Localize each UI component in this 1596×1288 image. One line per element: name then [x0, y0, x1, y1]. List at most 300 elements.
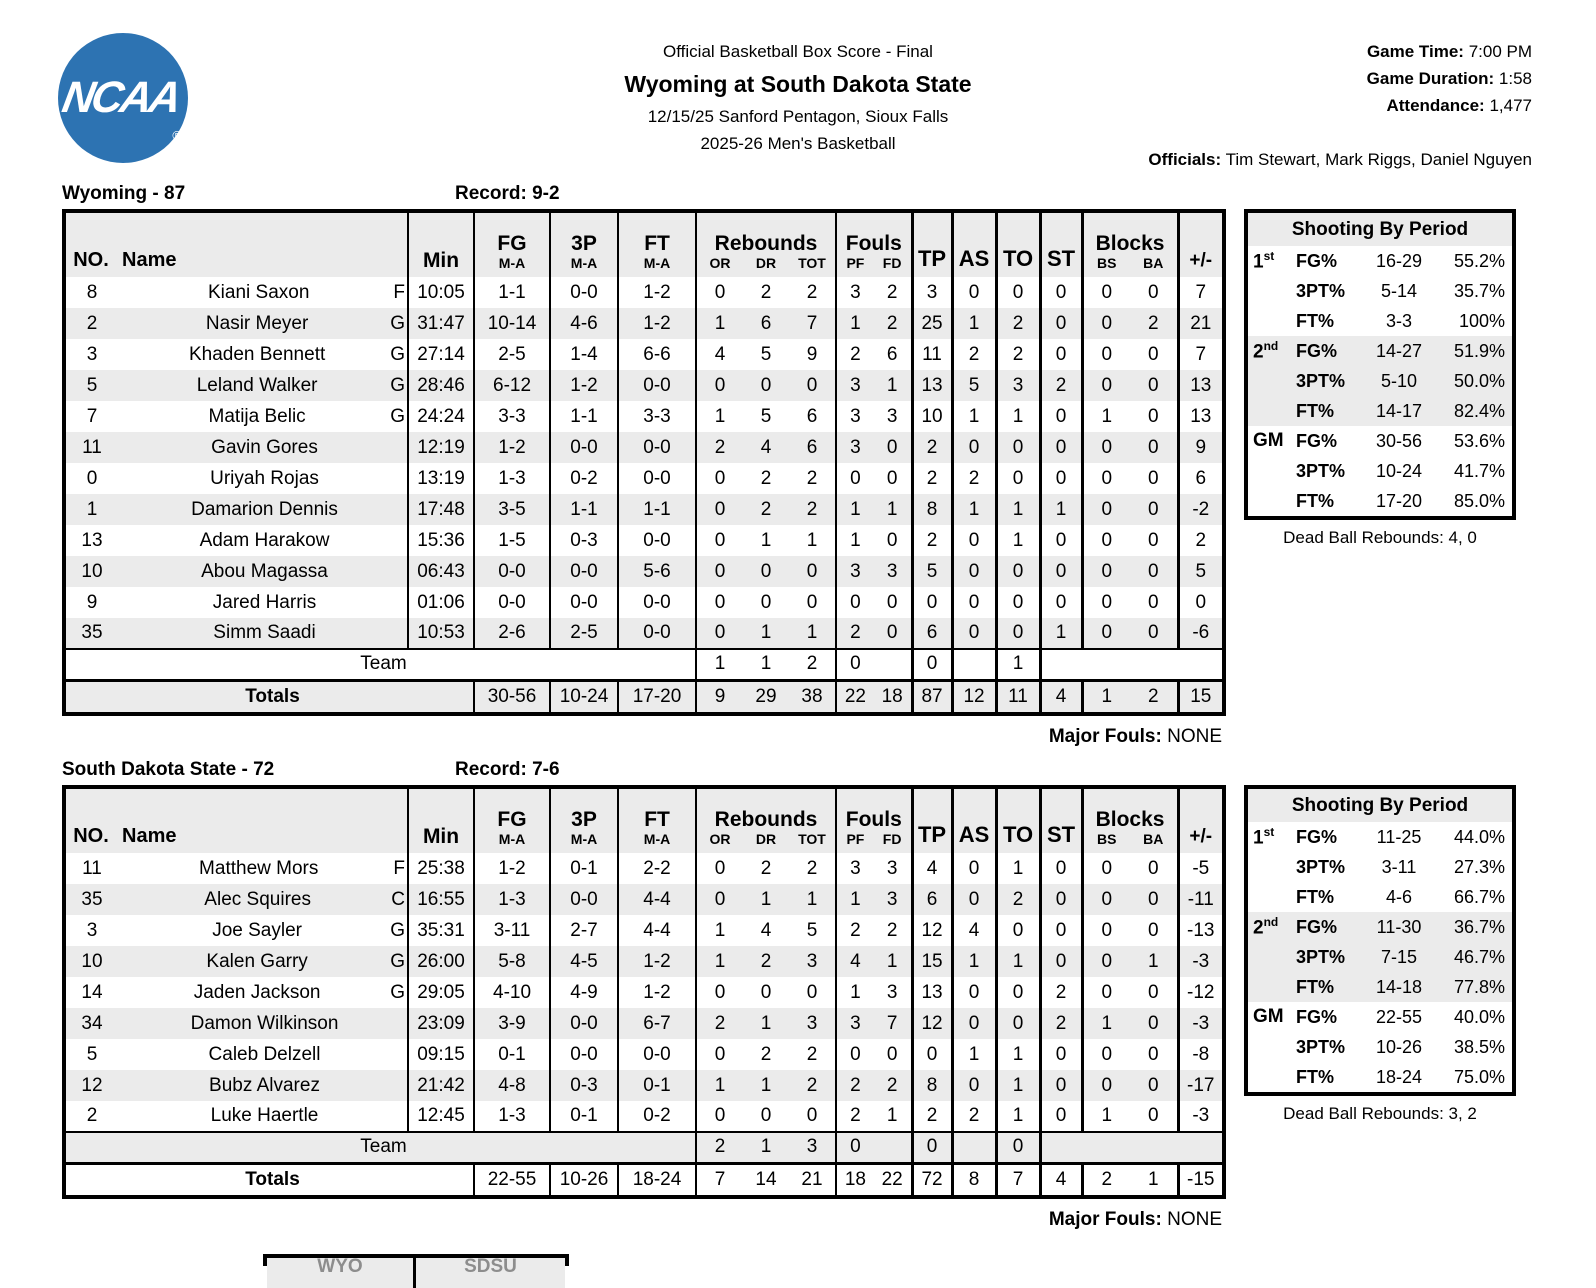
cell-fouls [836, 977, 912, 1008]
col-header-to: TO [996, 787, 1040, 853]
cell-pf: 2 [850, 343, 861, 365]
cell-3p: 1-1 [550, 494, 618, 525]
col-header-tp: TP [912, 211, 952, 277]
shooting-pct: 36.7% [1453, 916, 1506, 937]
cell-3p: 4-6 [550, 308, 618, 339]
cell-bs: 0 [1101, 560, 1113, 582]
cell-fd: 0 [886, 467, 898, 489]
cell-blocks [1082, 556, 1178, 587]
cell-to: 1 [996, 853, 1040, 884]
cell-as: 5 [952, 370, 996, 401]
cell-no: 2 [86, 312, 98, 334]
score-table-team1-header: WYO [267, 1258, 416, 1288]
cell-no: 0 [86, 467, 98, 489]
col-header-fg: FG M-A [474, 787, 550, 853]
cell-dr: 0 [760, 560, 772, 582]
cell-ba: 2 [1147, 312, 1159, 334]
player-row [64, 277, 1224, 308]
officials-names: Tim Stewart, Mark Riggs, Daniel Nguyen [1225, 150, 1532, 169]
shooting-pct: 46.7% [1453, 946, 1506, 967]
cell-tp: 10 [912, 401, 952, 432]
ncaa-logo [58, 33, 188, 163]
cell-name [118, 1101, 408, 1132]
cell-fg: 1-3 [474, 884, 550, 915]
cell-or: 1 [714, 405, 726, 427]
cell-rebounds [696, 339, 836, 370]
cell-rebounds [696, 370, 836, 401]
cell-name [118, 884, 408, 915]
cell-ft: 0-0 [618, 618, 696, 649]
cell-rebounds [696, 1008, 836, 1039]
cell-fd: 7 [886, 1012, 898, 1034]
cell-or: 0 [714, 622, 726, 643]
cell-totals-label: Totals [64, 1163, 474, 1197]
cell-tot: 6 [806, 405, 818, 427]
cell-min: 09:15 [408, 1039, 474, 1070]
cell-or: 2 [714, 1136, 726, 1158]
player-row [64, 432, 1224, 463]
shooting-made-att: 5-10 [1381, 370, 1418, 391]
totals-row [64, 680, 1224, 714]
cell-plus-minus: -15 [1178, 1163, 1224, 1197]
cell-st: 0 [1040, 339, 1082, 370]
cell-fd: 18 [881, 685, 903, 707]
player-name: Adam Harakow [199, 529, 330, 551]
cell-ft: 0-0 [618, 1039, 696, 1070]
shooting-made-att: 30-56 [1375, 430, 1423, 451]
cell-3p: 0-1 [550, 1101, 618, 1132]
cell-fg: 5-8 [474, 946, 550, 977]
cell-ba: 0 [1147, 1043, 1159, 1065]
cell-fouls [836, 680, 912, 714]
shooting-made-att: 4-6 [1386, 886, 1413, 907]
cell-3p: 0-3 [550, 525, 618, 556]
shooting-pct: 77.8% [1453, 976, 1506, 997]
shooting-row [1248, 426, 1512, 456]
shooting-period-label: GM [1253, 1006, 1284, 1027]
shooting-stat-label: FT% [1296, 976, 1335, 997]
cell-fd: 3 [886, 981, 898, 1003]
cell-dr: 2 [760, 281, 772, 303]
cell-no: 10 [81, 950, 103, 972]
cell-rebounds [696, 277, 836, 308]
dead-ball-rebounds: Dead Ball Rebounds: 4, 0 [1283, 528, 1477, 547]
cell-fg: 22-55 [474, 1163, 550, 1197]
col-header-dr: DR [755, 831, 777, 847]
shooting-pct: 55.2% [1453, 250, 1506, 271]
cell-3p: 0-1 [550, 853, 618, 884]
shooting-pct: 40.0% [1453, 1006, 1506, 1027]
cell-to: 2 [996, 884, 1040, 915]
cell-bs: 2 [1101, 1168, 1113, 1190]
cell-no: 3 [86, 919, 98, 941]
col-header-ft: FT M-A [618, 211, 696, 277]
cell-tp: 13 [912, 370, 952, 401]
score-by-period-table-cutoff [263, 1254, 569, 1277]
cell-rebounds [696, 494, 836, 525]
cell-plus-minus: -6 [1178, 618, 1224, 649]
cell-blocks [1082, 401, 1178, 432]
cell-bs: 1 [1101, 1105, 1113, 1126]
cell-name [118, 1039, 408, 1070]
cell-ft: 0-1 [618, 1070, 696, 1101]
cell-3p: 0-3 [550, 1070, 618, 1101]
cell-tp: 0 [912, 587, 952, 618]
cell-tp: 15 [912, 946, 952, 977]
cell-plus-minus: -2 [1178, 494, 1224, 525]
shooting-stat-label: FG% [1296, 826, 1338, 847]
cell-ft: 2-2 [618, 853, 696, 884]
cell-tp: 2 [912, 525, 952, 556]
col-header-plus-minus: +/- [1178, 211, 1224, 277]
cell-blocks [1082, 680, 1178, 714]
cell-ft: 1-2 [618, 308, 696, 339]
cell-rebounds [696, 884, 836, 915]
cell-tot: 0 [806, 374, 818, 396]
cell-bs: 0 [1101, 1043, 1113, 1065]
cell-tot: 1 [806, 888, 818, 910]
col-header-blocks: Blocks BS BA [1082, 211, 1178, 277]
cell-pf: 1 [850, 981, 861, 1003]
player-row [64, 853, 1224, 884]
cell-dr: 29 [755, 685, 777, 707]
cell-ft: 1-2 [618, 277, 696, 308]
player-position: G [390, 919, 406, 941]
cell-ft: 0-0 [618, 525, 696, 556]
shooting-row [1248, 972, 1512, 1002]
cell-plus-minus: -3 [1178, 1101, 1224, 1132]
cell-fg: 1-2 [474, 432, 550, 463]
cell-blocks [1082, 463, 1178, 494]
cell-pf: 0 [850, 591, 861, 613]
cell-to: 1 [996, 401, 1040, 432]
cell-dr: 1 [760, 1136, 772, 1158]
shooting-made-att: 14-17 [1375, 400, 1423, 421]
team-table-and-panel [62, 785, 1534, 1199]
shooting-row [1248, 1002, 1512, 1032]
cell-tot: 0 [806, 560, 818, 582]
cell-bs: 0 [1101, 591, 1113, 613]
cell-pf: 22 [844, 685, 866, 707]
cell-pf: 1 [850, 312, 861, 334]
cell-tp: 3 [912, 277, 952, 308]
cell-as: 1 [952, 401, 996, 432]
shooting-row [1248, 396, 1512, 426]
cell-fouls [836, 1163, 912, 1197]
attendance-line [1367, 92, 1532, 119]
cell-min: 15:36 [408, 525, 474, 556]
cell-fouls [836, 463, 912, 494]
shooting-stat-label: 3PT% [1296, 370, 1346, 391]
col-header-no-name [64, 787, 408, 853]
game-time-label: Game Time: [1366, 42, 1464, 61]
shooting-pct: 100% [1458, 310, 1506, 331]
player-name: Jaden Jackson [193, 981, 321, 1003]
shooting-row [1248, 246, 1512, 276]
cell-st: 4 [1040, 680, 1082, 714]
cell-rebounds [696, 308, 836, 339]
shooting-stat-label: FG% [1296, 1006, 1338, 1027]
cell-min: 31:47 [408, 308, 474, 339]
cell-plus-minus: 13 [1178, 401, 1224, 432]
cell-min: 12:45 [408, 1101, 474, 1132]
cell-st: 0 [1040, 277, 1082, 308]
totals-row [64, 1163, 1224, 1197]
cell-ft: 18-24 [618, 1163, 696, 1197]
col-header-as: AS [952, 211, 996, 277]
major-fouls-label: Major Fouls: [1048, 1209, 1168, 1230]
cell-as: 0 [952, 587, 996, 618]
cell-ba: 0 [1147, 467, 1159, 489]
col-header-bs: BS [1097, 255, 1117, 271]
cell-pf: 4 [850, 950, 861, 972]
cell-rebounds [696, 1039, 836, 1070]
player-name: Joe Sayler [212, 919, 302, 941]
shooting-row [1248, 912, 1512, 942]
cell-fouls [836, 884, 912, 915]
cell-name [118, 1070, 408, 1101]
major-fouls-value: NONE [1167, 1209, 1222, 1230]
major-fouls-label: Major Fouls: [1048, 726, 1168, 747]
col-header-rebounds: Rebounds OR DR TOT [696, 787, 836, 853]
col-header-bs: BS [1097, 831, 1117, 847]
player-position: G [390, 405, 406, 427]
cell-ft: 6-6 [618, 339, 696, 370]
cell-fouls [836, 1132, 912, 1163]
shooting-row [1248, 1032, 1512, 1062]
cell-pf: 2 [850, 919, 861, 941]
cell-ba: 0 [1147, 888, 1159, 910]
cell-as [952, 1132, 996, 1163]
game-title: Wyoming at South Dakota State [624, 71, 972, 97]
cell-min: 27:14 [408, 339, 474, 370]
cell-blocks [1082, 525, 1178, 556]
cell-min: 06:43 [408, 556, 474, 587]
cell-dr: 2 [760, 1043, 772, 1065]
cell-dr: 4 [760, 436, 772, 458]
player-name: Matija Belic [208, 405, 306, 427]
cell-fouls [836, 494, 912, 525]
shooting-row [1248, 942, 1512, 972]
cell-pf: 3 [850, 857, 861, 879]
cell-name [118, 370, 408, 401]
shooting-row [1248, 486, 1512, 516]
cell-plus-minus: 7 [1178, 339, 1224, 370]
cell-pf: 2 [850, 622, 861, 643]
col-header-st: ST [1040, 211, 1082, 277]
cell-name [118, 977, 408, 1008]
cell-to: 1 [996, 494, 1040, 525]
team-block [62, 759, 1534, 1231]
cell-tp: 6 [912, 618, 952, 649]
cell-or: 4 [714, 343, 726, 365]
cell-plus-minus: -11 [1178, 884, 1224, 915]
col-header-fouls: Fouls PF FD [836, 211, 912, 277]
cell-tp: 72 [912, 1163, 952, 1197]
cell-rebounds [696, 977, 836, 1008]
player-row [64, 946, 1224, 977]
cell-pf: 0 [850, 653, 861, 675]
cell-to: 11 [996, 680, 1040, 714]
player-name: Jared Harris [212, 591, 317, 613]
cell-st: 0 [1040, 401, 1082, 432]
cell-fg: 1-3 [474, 1101, 550, 1132]
box-score-wrap [62, 209, 1226, 716]
cell-rebounds [696, 680, 836, 714]
cell-rebounds [696, 649, 836, 680]
cell-tot: 2 [806, 1043, 818, 1065]
col-header-as: AS [952, 787, 996, 853]
shooting-pct: 44.0% [1453, 826, 1506, 847]
cell-ba: 0 [1147, 281, 1159, 303]
box-score-wrap [62, 785, 1226, 1199]
cell-fd: 0 [886, 436, 898, 458]
cell-pf: 18 [844, 1168, 866, 1190]
cell-fouls [836, 525, 912, 556]
cell-plus-minus: -5 [1178, 853, 1224, 884]
cell-dr: 1 [760, 888, 772, 910]
cell-rebounds [696, 556, 836, 587]
cell-ba: 0 [1147, 919, 1159, 941]
cell-to: 1 [996, 1039, 1040, 1070]
cell-to: 7 [996, 1163, 1040, 1197]
cell-blocks [1082, 915, 1178, 946]
shooting-pct: 38.5% [1453, 1036, 1506, 1057]
cell-tp: 13 [912, 977, 952, 1008]
cell-name [118, 277, 408, 308]
shooting-stat-label: FG% [1296, 430, 1338, 451]
cell-to: 1 [996, 946, 1040, 977]
cell-3p: 0-0 [550, 432, 618, 463]
cell-or: 0 [714, 281, 726, 303]
col-header-no: NO. [73, 825, 109, 847]
score-table-team2-header: SDSU [416, 1258, 565, 1288]
cell-plus-minus: -13 [1178, 915, 1224, 946]
shooting-made-att: 22-55 [1375, 1006, 1423, 1027]
shooting-stat-label: 3PT% [1296, 1036, 1346, 1057]
cell-pf: 3 [850, 405, 861, 427]
cell-plus-minus: 13 [1178, 370, 1224, 401]
cell-plus-minus: -3 [1178, 1008, 1224, 1039]
cell-ba: 0 [1147, 857, 1159, 879]
player-name: Simm Saadi [213, 622, 316, 643]
cell-as: 2 [952, 463, 996, 494]
player-name: Khaden Bennett [188, 343, 326, 365]
cell-fg: 2-6 [474, 618, 550, 649]
cell-blocks [1082, 946, 1178, 977]
cell-ft: 17-20 [618, 680, 696, 714]
cell-or: 0 [714, 1105, 726, 1126]
shooting-period-label: 1st [1253, 248, 1275, 273]
cell-tp: 2 [912, 432, 952, 463]
cell-fd: 0 [886, 591, 898, 613]
cell-bs: 0 [1101, 622, 1113, 643]
cell-st: 0 [1040, 587, 1082, 618]
cell-or: 2 [714, 1012, 726, 1034]
cell-tp: 8 [912, 494, 952, 525]
cell-pf: 3 [850, 560, 861, 582]
cell-dr: 0 [760, 981, 772, 1003]
cell-st: 0 [1040, 1039, 1082, 1070]
cell-as: 0 [952, 556, 996, 587]
cell-fg: 1-1 [474, 277, 550, 308]
cell-pf: 2 [850, 1074, 861, 1096]
cell-to: 0 [996, 463, 1040, 494]
shooting-made-att: 14-27 [1375, 340, 1423, 361]
player-position: F [393, 857, 406, 879]
cell-st: 2 [1040, 977, 1082, 1008]
major-fouls-line [62, 1209, 1222, 1231]
cell-or: 0 [714, 374, 726, 396]
cell-pf: 3 [850, 374, 861, 396]
cell-fd: 0 [886, 1043, 898, 1065]
cell-as: 0 [952, 884, 996, 915]
cell-dr: 2 [760, 467, 772, 489]
team-heading [62, 759, 1534, 781]
cell-blocks [1082, 1101, 1178, 1132]
cell-dr: 1 [760, 1074, 772, 1096]
cell-bs: 0 [1101, 529, 1113, 551]
major-fouls-value: NONE [1167, 726, 1222, 747]
shooting-row [1248, 882, 1512, 912]
cell-ft: 1-2 [618, 946, 696, 977]
cell-st: 0 [1040, 463, 1082, 494]
cell-to: 0 [996, 1132, 1040, 1163]
cell-fd: 3 [886, 857, 898, 879]
cell-ft: 0-0 [618, 587, 696, 618]
cell-rebounds [696, 1163, 836, 1197]
cell-tp: 25 [912, 308, 952, 339]
cell-fg: 30-56 [474, 680, 550, 714]
col-header-p3: 3P M-A [550, 211, 618, 277]
col-header-ba: BA [1143, 255, 1164, 271]
player-row [64, 618, 1224, 649]
cell-fg: 2-5 [474, 339, 550, 370]
player-row [64, 1008, 1224, 1039]
cell-rebounds [696, 946, 836, 977]
cell-ft: 0-0 [618, 370, 696, 401]
cell-bs: 1 [1101, 405, 1113, 427]
cell-dr: 1 [760, 622, 772, 643]
cell-or: 1 [714, 919, 726, 941]
cell-plus-minus: 6 [1178, 463, 1224, 494]
cell-min: 29:05 [408, 977, 474, 1008]
cell-rebounds [696, 463, 836, 494]
player-name: Leland Walker [196, 374, 318, 396]
cell-st: 1 [1040, 618, 1082, 649]
player-position: C [391, 888, 406, 910]
cell-3p: 4-5 [550, 946, 618, 977]
cell-3p: 2-5 [550, 618, 618, 649]
shooting-made-att: 3-11 [1381, 856, 1417, 877]
cell-bs: 0 [1101, 281, 1113, 303]
cell-blocks [1082, 339, 1178, 370]
team-table-and-panel [62, 209, 1534, 716]
shooting-panel-column [1244, 209, 1516, 548]
ncaa-logo-text: NCAA [59, 73, 183, 122]
cell-bs: 0 [1101, 374, 1113, 396]
player-name: Abou Magassa [201, 560, 328, 582]
shooting-by-period-panel [1244, 209, 1516, 520]
shooting-pct: 75.0% [1453, 1066, 1506, 1087]
cell-blank [1040, 649, 1224, 680]
player-position: G [390, 343, 406, 365]
cell-tp: 11 [912, 339, 952, 370]
cell-pf: 3 [850, 1012, 861, 1034]
cell-blocks [1082, 1039, 1178, 1070]
col-header-blocks: Blocks BS BA [1082, 787, 1178, 853]
cell-bs: 0 [1101, 498, 1113, 520]
